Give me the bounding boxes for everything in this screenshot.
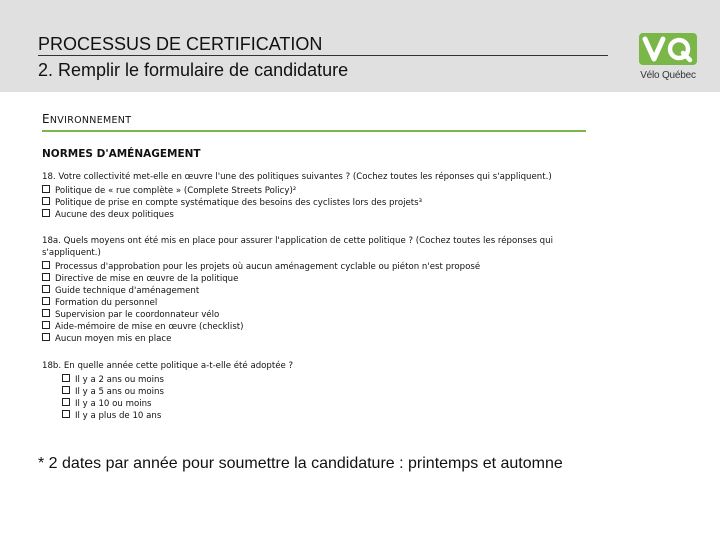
checkbox[interactable] bbox=[42, 309, 50, 317]
q18b-option: Il y a 10 ou moins bbox=[62, 398, 152, 409]
checkbox[interactable] bbox=[62, 374, 70, 382]
q18b-option: Il y a 2 ans ou moins bbox=[62, 374, 164, 385]
q18a-option: Aide-mémoire de mise en œuvre (checklist) bbox=[42, 321, 244, 332]
checkbox[interactable] bbox=[42, 209, 50, 217]
checkbox[interactable] bbox=[42, 297, 50, 305]
question-18: 18. Votre collectivité met-elle en œuvre l'une des politiques suivantes ? (Cochez toutes les réponses qui s'appliquent.) bbox=[42, 172, 552, 182]
title-underline bbox=[38, 55, 608, 56]
checkbox[interactable] bbox=[62, 386, 70, 394]
subsection-title: NORMES D'AMÉNAGEMENT bbox=[42, 148, 201, 160]
q18a-option: Processus d'approbation pour les projets où aucun aménagement cyclable ou piéton n'est proposé bbox=[42, 261, 480, 272]
q18-option: Politique de prise en compte systématique des besoins des cyclistes lors des projets³ bbox=[42, 197, 422, 208]
q18a-option: Guide technique d'aménagement bbox=[42, 285, 199, 296]
question-18a-line2: s'appliquent.) bbox=[42, 248, 101, 258]
checkbox[interactable] bbox=[62, 398, 70, 406]
vq-logo-icon bbox=[638, 32, 698, 66]
section-title: ENVIRONNEMENT bbox=[42, 112, 132, 126]
question-18b: 18b. En quelle année cette politique a-t-elle été adoptée ? bbox=[42, 361, 294, 371]
velo-quebec-logo bbox=[636, 32, 700, 86]
q18a-option: Directive de mise en œuvre de la politique bbox=[42, 273, 238, 284]
section-divider bbox=[42, 130, 586, 132]
q18a-option: Supervision par le coordonnateur vélo bbox=[42, 309, 219, 320]
q18a-option: Aucun moyen mis en place bbox=[42, 333, 171, 344]
slide-title: PROCESSUS DE CERTIFICATION bbox=[38, 34, 323, 54]
checkbox[interactable] bbox=[42, 333, 50, 341]
slide-header bbox=[0, 0, 720, 92]
question-18a-line1: 18a. Quels moyens ont été mis en place pour assurer l'application de cette politique ? (Cochez toutes les réponses qui bbox=[42, 236, 553, 246]
q18-option: Politique de « rue complète » (Complete Streets Policy)² bbox=[42, 185, 296, 196]
checkbox[interactable] bbox=[42, 273, 50, 281]
checkbox[interactable] bbox=[42, 261, 50, 269]
q18a-option: Formation du personnel bbox=[42, 297, 157, 308]
checkbox[interactable] bbox=[62, 410, 70, 418]
logo-text: Vélo Québec bbox=[640, 70, 696, 81]
footnote: * 2 dates par année pour soumettre la candidature : printemps et automne bbox=[38, 455, 563, 472]
checkbox[interactable] bbox=[42, 185, 50, 193]
q18-option: Aucune des deux politiques bbox=[42, 209, 174, 220]
checkbox[interactable] bbox=[42, 197, 50, 205]
slide-subtitle: 2. Remplir le formulaire de candidature bbox=[38, 60, 349, 80]
q18b-option: Il y a plus de 10 ans bbox=[62, 410, 161, 421]
checkbox[interactable] bbox=[42, 321, 50, 329]
q18b-option: Il y a 5 ans ou moins bbox=[62, 386, 164, 397]
checkbox[interactable] bbox=[42, 285, 50, 293]
